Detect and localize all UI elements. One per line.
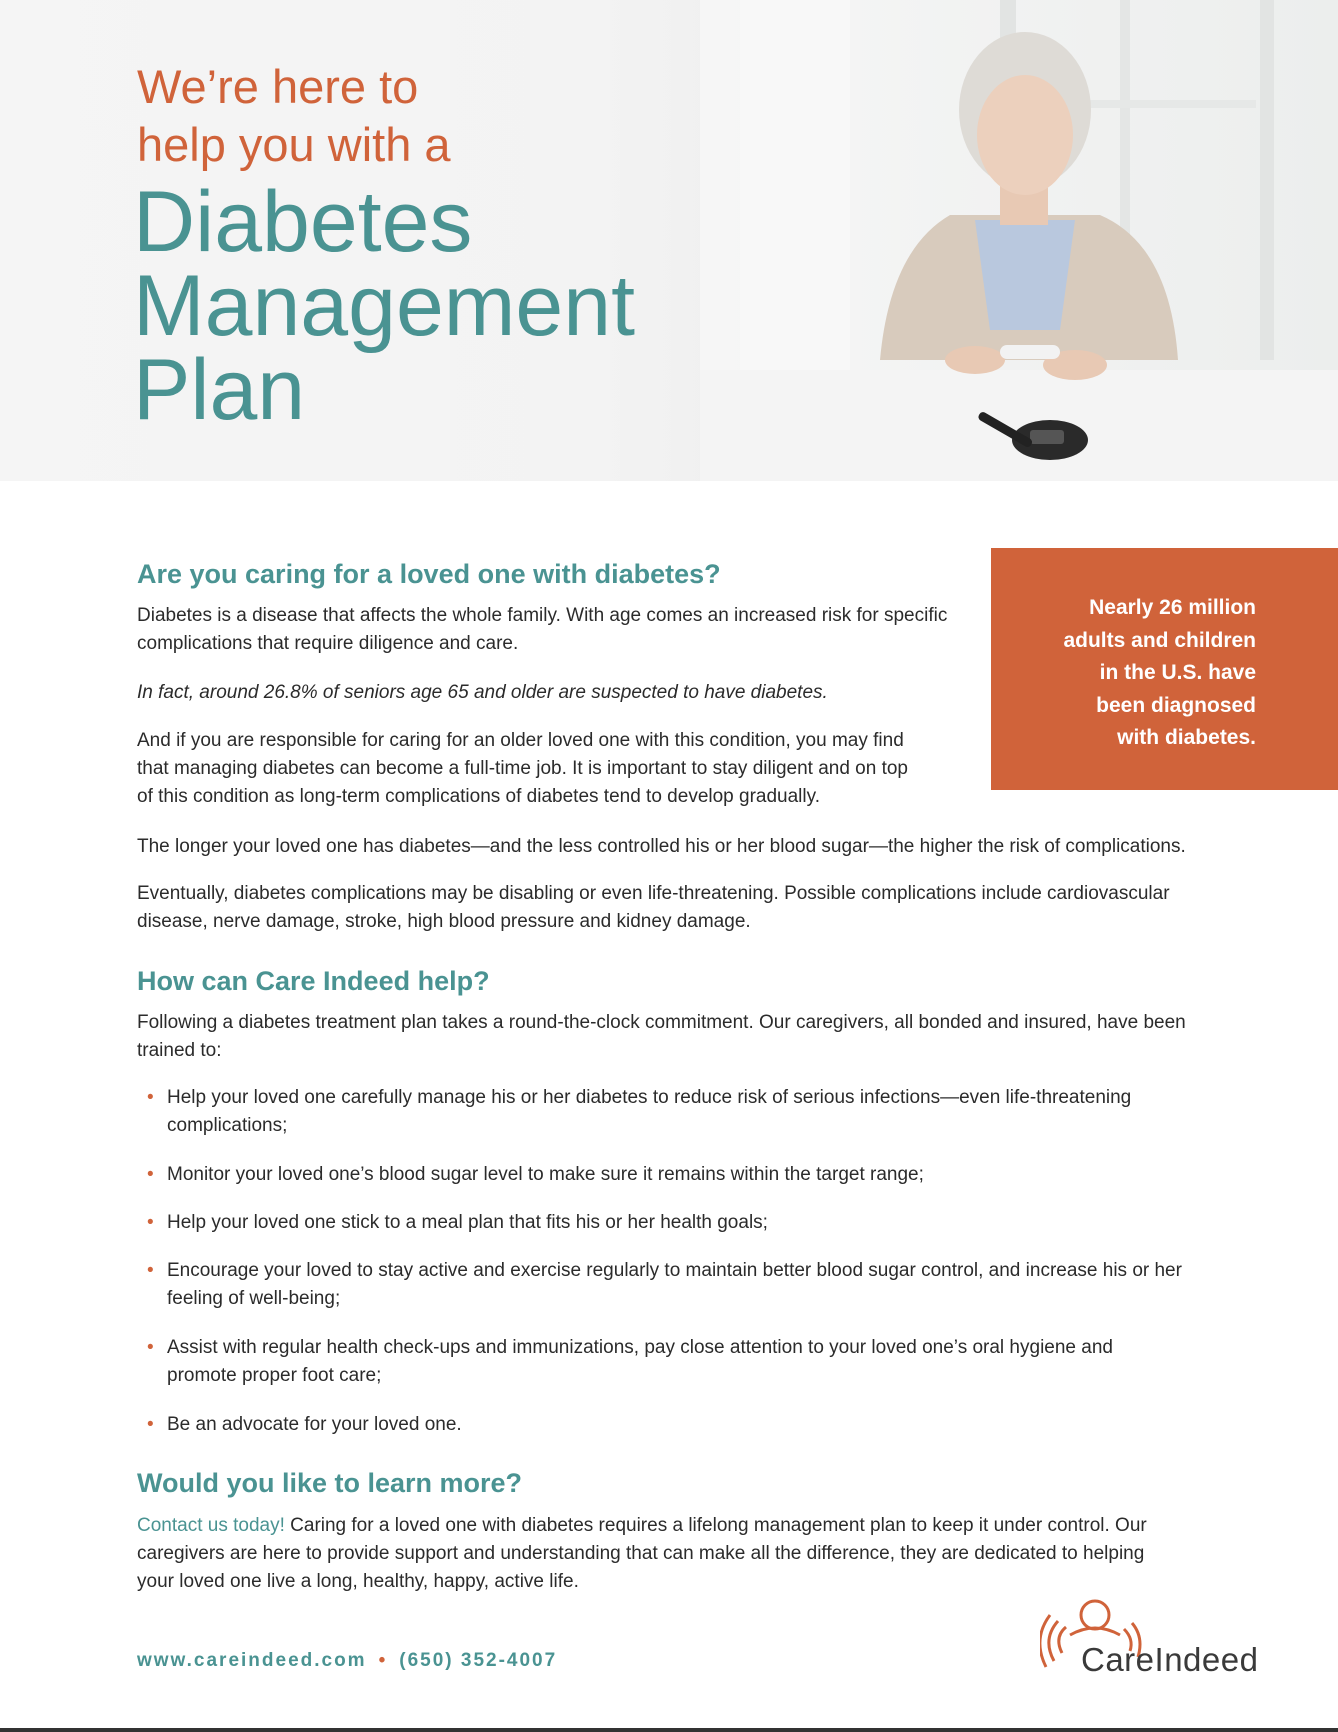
page-title [133,174,753,438]
stat-callout [991,548,1338,790]
paragraph-intro-line2: complications that require diligence and care. [137,633,519,654]
hero-kicker-line1: We’re here to [137,60,419,113]
page-title-line2: Management [133,258,635,354]
bullet-icon: • [147,1337,154,1358]
paragraph-treatment-plan [137,1009,1186,1065]
paragraph-longer: The longer your loved one has diabetes—and the less controlled his or her blood sugar—the higher the risk of complications. [137,836,1186,857]
list-item-line1: Assist with regular health check-ups and immunizations, pay close attention to your loved one’s oral hygiene and [167,1337,1113,1358]
paragraph-intro [137,602,947,658]
list-item-line1: Encourage your loved to stay active and exercise regularly to maintain better blood sugar control, and increase his or her [167,1260,1182,1281]
paragraph-contact-line3: your loved one live a long, healthy, happy, active life. [137,1571,579,1592]
paragraph-treatment-plan-line1: Following a diabetes treatment plan takes a round-the-clock commitment. Our caregivers, all bonded and insured, have been [137,1012,1186,1033]
paragraph-complications [137,880,1170,936]
list-item-line2: complications; [167,1115,288,1136]
list-item [137,1084,1207,1140]
bullet-icon: • [147,1212,154,1233]
paragraph-responsibility-line1: And if you are responsible for caring for an older loved one with this condition, you may find [137,730,904,751]
paragraph-complications-line1: Eventually, diabetes complications may be disabling or even life-threatening. Possible complications include cardiovascular [137,883,1170,904]
paragraph-contact-line2: caregivers are here to provide support and understanding that can make all the difference, they are dedicated to helping [137,1543,1145,1564]
callout-line5: with diabetes. [1117,726,1256,749]
paragraph-responsibility-line3: of this condition as long-term complications of diabetes tend to develop gradually. [137,786,820,807]
footer-separator: • [378,1650,388,1671]
bullet-icon: • [147,1164,154,1185]
callout-line4: been diagnosed [1096,693,1256,717]
hero-photo [700,0,1338,481]
section-heading-help: How can Care Indeed help? [137,966,490,996]
paragraph-complications-line2: disease, nerve damage, stroke, high blood pressure and kidney damage. [137,911,751,932]
section-heading-caring: Are you caring for a loved one with diabetes? [137,559,721,589]
list-item [137,1257,1207,1313]
paragraph-statistic: In fact, around 26.8% of seniors age 65 and older are suspected to have diabetes. [137,682,828,703]
paragraph-intro-line1: Diabetes is a disease that affects the whole family. With age comes an increased risk for specific [137,605,948,626]
hero-banner [0,0,1338,481]
hero-kicker [137,58,657,174]
logo-wordmark: CareIndeed [1081,1641,1259,1678]
phone-number[interactable]: (650) 352-4007 [399,1650,558,1671]
bullet-icon: • [147,1260,154,1281]
paragraph-contact-line1: Caring for a loved one with diabetes requires a lifelong management plan to keep it under control. Our [284,1515,1147,1536]
bullet-icon: • [147,1087,154,1108]
bullet-icon: • [147,1414,154,1435]
list-item [137,1161,1207,1189]
paragraph-contact [137,1512,1147,1596]
page-title-line3: Plan [133,342,306,438]
list-item-line2: promote proper foot care; [167,1365,382,1386]
list-item-line1: Monitor your loved one’s blood sugar level to make sure it remains within the target range; [167,1164,924,1185]
paragraph-treatment-plan-line2: trained to: [137,1040,222,1061]
paragraph-responsibility-line2: that managing diabetes can become a full-time job. It is important to stay diligent and on top [137,758,909,779]
page-bottom-rule [0,1728,1338,1732]
footer-contact [137,1650,557,1672]
contact-us-link[interactable]: Contact us today! [137,1515,285,1536]
callout-line2: adults and children [1063,628,1256,652]
section-heading-learn-more: Would you like to learn more? [137,1468,523,1498]
list-item [137,1209,1207,1237]
callout-line3: in the U.S. have [1099,661,1256,684]
list-item-line2: feeling of well-being; [167,1288,341,1309]
list-item [137,1411,1207,1439]
list-item-line1: Be an advocate for your loved one. [167,1414,462,1435]
list-item-line1: Help your loved one carefully manage his or her diabetes to reduce risk of serious infections—even life-threatening [167,1087,1132,1108]
page-title-line1: Diabetes [133,174,473,270]
list-item [137,1334,1207,1390]
website-link[interactable]: www.careindeed.com [137,1650,367,1671]
list-item-line1: Help your loved one stick to a meal plan that fits his or her health goals; [167,1212,768,1233]
paragraph-responsibility [137,727,908,811]
hero-kicker-line2: help you with a [137,118,451,171]
callout-line1: Nearly 26 million [1089,596,1256,619]
stat-callout-text [1063,592,1256,755]
